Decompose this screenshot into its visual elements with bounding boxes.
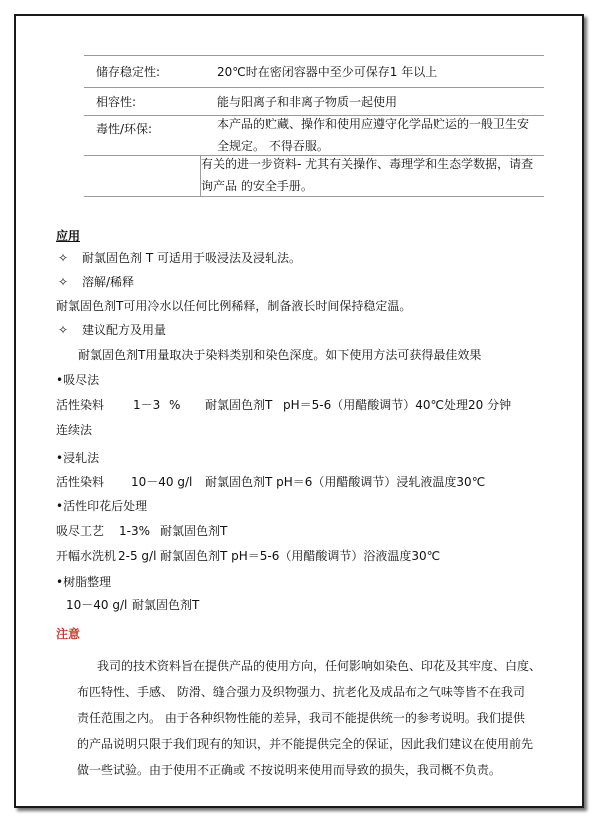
resin-heading: •树脂整理 (56, 575, 112, 589)
table-value-storage: 20℃时在密闭容器中至少可保存1 年以上 (217, 65, 438, 79)
diamond-bullet-icon: ✧ (58, 251, 69, 265)
bullet-text: 耐氯固色剂 T 可适用于吸浸法及浸轧法。 (82, 251, 301, 265)
notice-line: 做一些试验。由于使用不正确或 不按说明来使用而导致的损失，我司概不负责。 (77, 763, 501, 777)
exhaust-agent: 耐氯固色剂T (205, 398, 273, 412)
washer-condition: 耐氯固色剂T pH＝5-6（用醋酸调节）浴液温度30℃ (160, 549, 441, 563)
exhaust-unit: % (169, 398, 181, 412)
table-value-toxicity: 本产品的贮藏、操作和使用应遵守化学品贮运的一般卫生安全规定。 不得吞服。 (217, 117, 530, 153)
washer-amount: 2-5 g/l (118, 549, 157, 563)
notice-line: 我司的技术资料旨在提供产品的使用方向，任何影响如染色、印花及其牢度、白度、 (97, 659, 542, 673)
dilution-text: 耐氯固色剂T可用冷水以任何比例稀释，制备液长时间保持稳定温。 (56, 299, 412, 313)
print-agent: 耐氯固色剂T (160, 524, 228, 538)
diamond-bullet-icon: ✧ (58, 323, 69, 337)
resin-agent: 耐氯固色剂T (132, 598, 200, 612)
padding-dye: 活性染料 (56, 475, 105, 489)
table-value-further-info: 有关的进一步资料- 尤其有关操作、毒理学和生态学数据，请查询产品 的安全手册。 (201, 157, 534, 193)
notice-line: 的产品说明只限于我们现有的知识，并不能提供完全的保证，因此我们建议在使用前先 (77, 737, 534, 751)
notice-line: 布匹特性、手感、 防滑、缝合强力及织物强力、抗老化及成品布之气味等皆不在我司 (77, 685, 525, 699)
print-process: 吸尽工艺 (56, 524, 105, 538)
diamond-bullet-icon: ✧ (58, 275, 69, 289)
application-heading: 应用 (56, 229, 81, 243)
table-value-compatibility: 能与阳离子和非离子物质一起使用 (217, 95, 398, 109)
bullet-item-methods (58, 250, 301, 266)
washer-process: 开幅水洗机 (56, 549, 117, 563)
table-label-toxicity: 毒性/环保: (96, 122, 153, 136)
table-rule (84, 55, 544, 56)
table-label-storage: 储存稳定性: (96, 65, 161, 79)
bullet-item-dosage (58, 322, 166, 338)
exhaust-amount: 1－3 (133, 398, 161, 412)
print-amount: 1-3% (119, 524, 151, 538)
dosage-intro: 耐氯固色剂T用量取决于染料类别和染色深度。如下使用方法可获得最佳效果 (78, 348, 482, 362)
bullet-text: 建议配方及用量 (82, 323, 167, 337)
padding-condition: 耐氯固色剂T pH＝6（用醋酸调节）浸轧液温度30℃ (205, 475, 486, 489)
padding-heading: •浸轧法 (56, 451, 100, 465)
exhaust-condition: pH＝5-6（用醋酸调节）40℃处理20 分钟 (283, 398, 512, 412)
continuous-label: 连续法 (56, 423, 93, 437)
resin-amount: 10－40 g/l (66, 598, 128, 612)
table-label-compatibility: 相容性: (96, 95, 137, 109)
table-rule (84, 87, 544, 88)
bullet-item-dilution (58, 274, 134, 290)
notice-line: 责任范围之内。 由于各种织物性能的差异，我司不能提供统一的参考说明。我们提供 (77, 711, 525, 725)
padding-amount: 10－40 g/l (131, 475, 193, 489)
notice-heading: 注意 (56, 627, 81, 641)
exhaust-heading: •吸尽法 (56, 373, 100, 387)
bullet-text: 溶解/稀释 (82, 275, 135, 289)
print-heading: •活性印花后处理 (56, 499, 148, 513)
exhaust-dye: 活性染料 (56, 398, 105, 412)
